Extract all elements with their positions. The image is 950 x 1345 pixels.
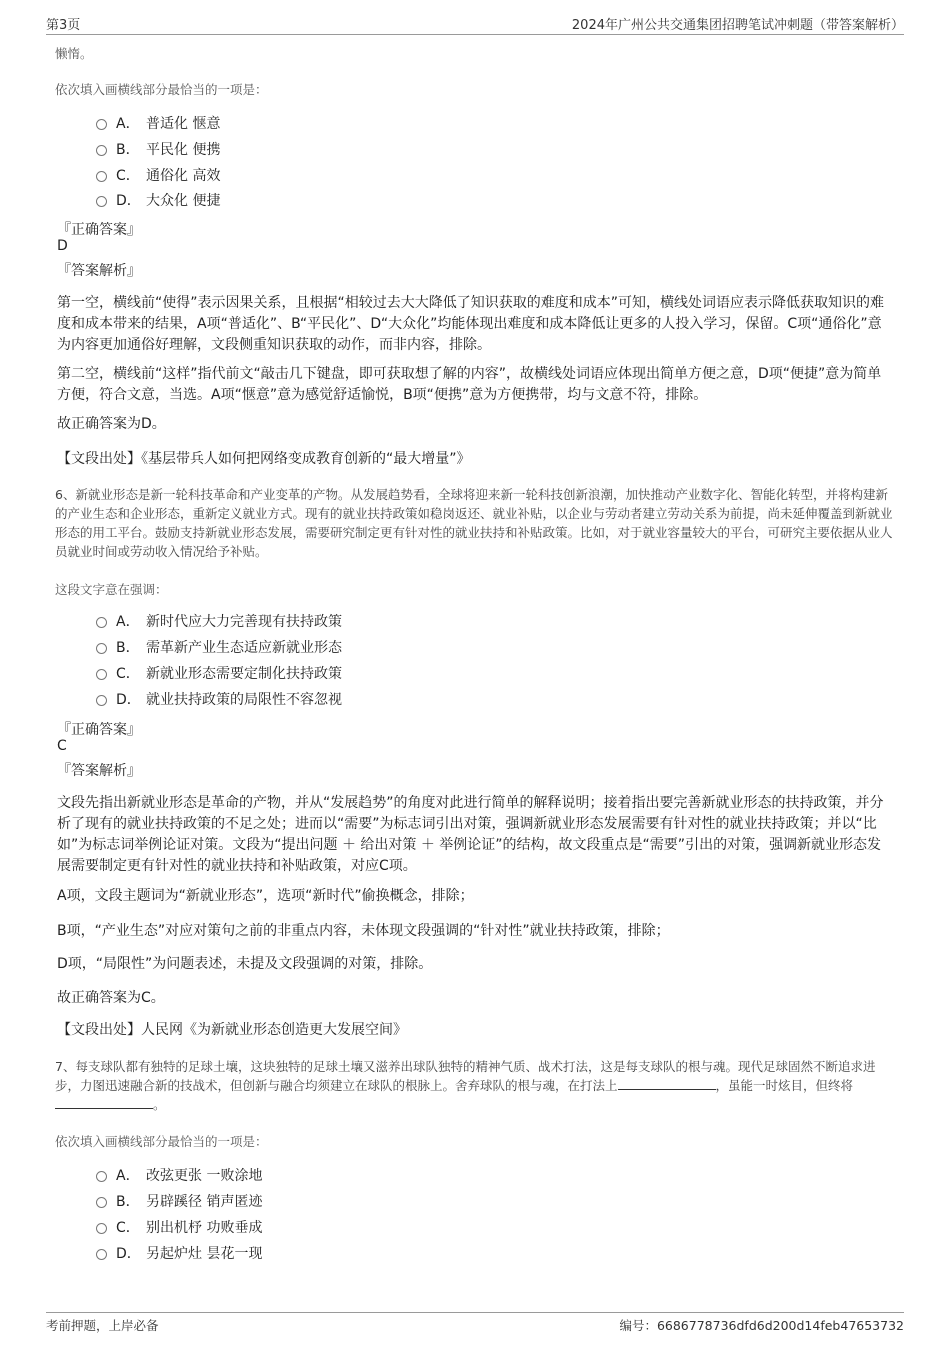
top-fragment: 懒惰。 (55, 46, 93, 61)
radio-icon[interactable] (96, 695, 107, 706)
q6-answer-label: 『正确答案』 (57, 722, 141, 738)
radio-icon[interactable] (96, 1223, 107, 1234)
q7-prompt: 依次填入画横线部分最恰当的一项是： (55, 1134, 268, 1149)
radio-icon[interactable] (96, 1249, 107, 1260)
q5-option-c[interactable]: C． 通俗化 高效 (96, 165, 220, 187)
q5-analysis-paragraph: 第二空，横线前“这样”指代前文“敲击几下键盘，即可获取想了解的内容”，故横线处词语应体现出简单方便之意，D项“便捷”意为简单方便，符合文意，当选。A项“惬意”意为感觉舒适愉悦，B项“便携”意为方便携带，均与文意不符，排除。 (57, 366, 882, 403)
q6-source: 【文段出处】人民网《为新就业形态创造更大发展空间》 (57, 1022, 407, 1038)
radio-icon[interactable] (96, 196, 107, 207)
q5-answer: D (57, 238, 68, 254)
q6-conclusion: 故正确答案为C。 (57, 990, 165, 1006)
q7-question: 7、每支球队都有独特的足球土壤，这块独特的足球土壤又滋养出球队独特的精神气质、战术打法，这是每支球队的根与魂。现代足球固然不断追求进步，力图迅速融合新的技战术，但创新与融合均须建立在球队的根脉上。舍弃球队的根与魂，在打法上 ，虽能一时炫目，但终将。 (55, 1059, 876, 1112)
q5-analysis-label: 『答案解析』 (57, 263, 141, 279)
q7-option-c[interactable]: C． 别出机杼 功败垂成 (96, 1217, 262, 1239)
q7-option-b[interactable]: B． 另辟蹊径 销声匿迹 (96, 1191, 262, 1213)
q6-analysis-item-b: B项，“产业生态”对应对策句之前的非重点内容，未体现文段强调的“针对性”就业扶持政策，排除； (57, 923, 670, 939)
page-header (46, 14, 904, 35)
radio-icon[interactable] (96, 171, 107, 182)
radio-icon[interactable] (96, 119, 107, 130)
answer-blank (55, 1097, 153, 1109)
document-id: 编号：6686778736dfd6d200d14feb47653732 (619, 1318, 904, 1333)
q6-option-b[interactable]: B． 需革新产业生态适应新就业形态 (96, 637, 342, 659)
page-footer (46, 1312, 904, 1335)
radio-icon[interactable] (96, 145, 107, 156)
q6-analysis-paragraph: 文段先指出新就业形态是革命的产物，并从“发展趋势”的角度对此进行简单的解释说明；接着指出要完善新就业形态的扶持政策，并分析了现有的就业扶持政策的不足之处；进而以“需要”为标志词引出对策，强调新就业形态发展需要有针对性的就业扶持政策；并以“比如”为标志词举例论证对策。文段为“提出问题 ＋ 给出对策 ＋ 举例论证”的结构，故文段重点是“需要”引出的对策，强调新就业形态发展需要制定更有针对性的就业扶持和补贴政策，对应C项。 (57, 795, 884, 874)
page-number: 第3页 (46, 18, 81, 33)
q6-prompt: 这段文字意在强调： (55, 582, 168, 597)
radio-icon[interactable] (96, 1197, 107, 1208)
q6-analysis-item-d: D项，“局限性”为问题表述，未提及文段强调的对策，排除。 (57, 956, 433, 972)
q5-analysis-paragraph: 第一空，横线前“使得”表示因果关系，且根据“相较过去大大降低了知识获取的难度和成本”可知，横线处词语应表示降低获取知识的难度和成本带来的结果，A项“普适化”、B“平民化”、D“大众化”均能体现出难度和成本降低让更多的人投入学习，保留。C项“通俗化”意为内容更加通俗好理解，文段侧重知识获取的动作，而非内容，排除。 (57, 295, 885, 353)
q6-option-a[interactable]: A． 新时代应大力完善现有扶持政策 (96, 611, 342, 633)
radio-icon[interactable] (96, 669, 107, 680)
radio-icon[interactable] (96, 617, 107, 628)
radio-icon[interactable] (96, 1171, 107, 1182)
q6-answer: C (57, 738, 67, 754)
q5-option-a[interactable]: A． 普适化 惬意 (96, 113, 220, 135)
q5-option-b[interactable]: B． 平民化 便携 (96, 139, 220, 161)
q5-answer-label: 『正确答案』 (57, 222, 141, 238)
q5-option-d[interactable]: D． 大众化 便捷 (96, 190, 220, 212)
q6-option-d[interactable]: D． 就业扶持政策的局限性不容忽视 (96, 689, 342, 711)
document-title: 2024年广州公共交通集团招聘笔试冲刺题（带答案解析） (571, 18, 904, 33)
q7-option-d[interactable]: D． 另起炉灶 昙花一现 (96, 1243, 262, 1265)
footer-slogan: 考前押题，上岸必备 (46, 1318, 159, 1333)
q5-source: 【文段出处】《基层带兵人如何把网络变成教育创新的“最大增量”》 (57, 451, 471, 467)
q7-option-a[interactable]: A． 改弦更张 一败涂地 (96, 1165, 262, 1187)
q6-analysis-item-a: A项，文段主题词为“新就业形态”，选项“新时代”偷换概念，排除； (57, 888, 474, 904)
q6-analysis-label: 『答案解析』 (57, 763, 141, 779)
radio-icon[interactable] (96, 643, 107, 654)
q6-option-c[interactable]: C． 新就业形态需要定制化扶持政策 (96, 663, 342, 685)
q5-conclusion: 故正确答案为D。 (57, 416, 166, 432)
answer-blank (618, 1078, 716, 1090)
q5-prompt: 依次填入画横线部分最恰当的一项是： (55, 82, 268, 97)
q6-question: 6、新就业形态是新一轮科技革命和产业变革的产物。从发展趋势看，全球将迎来新一轮科技创新浪潮，加快推动产业数字化、智能化转型，并将构建新的产业生态和企业形态，重新定义就业方式。现有的就业扶持政策如稳岗返还、就业补贴，以企业与劳动者建立劳动关系为前提，尚未延伸覆盖到新就业形态的用工平台。鼓励支持新就业形态发展，需要研究制定更有针对性的就业扶持和补贴政策。比如，对于就业容量较大的平台，可研究主要依据从业人员就业时间或劳动收入情况给予补贴。 (55, 487, 893, 559)
